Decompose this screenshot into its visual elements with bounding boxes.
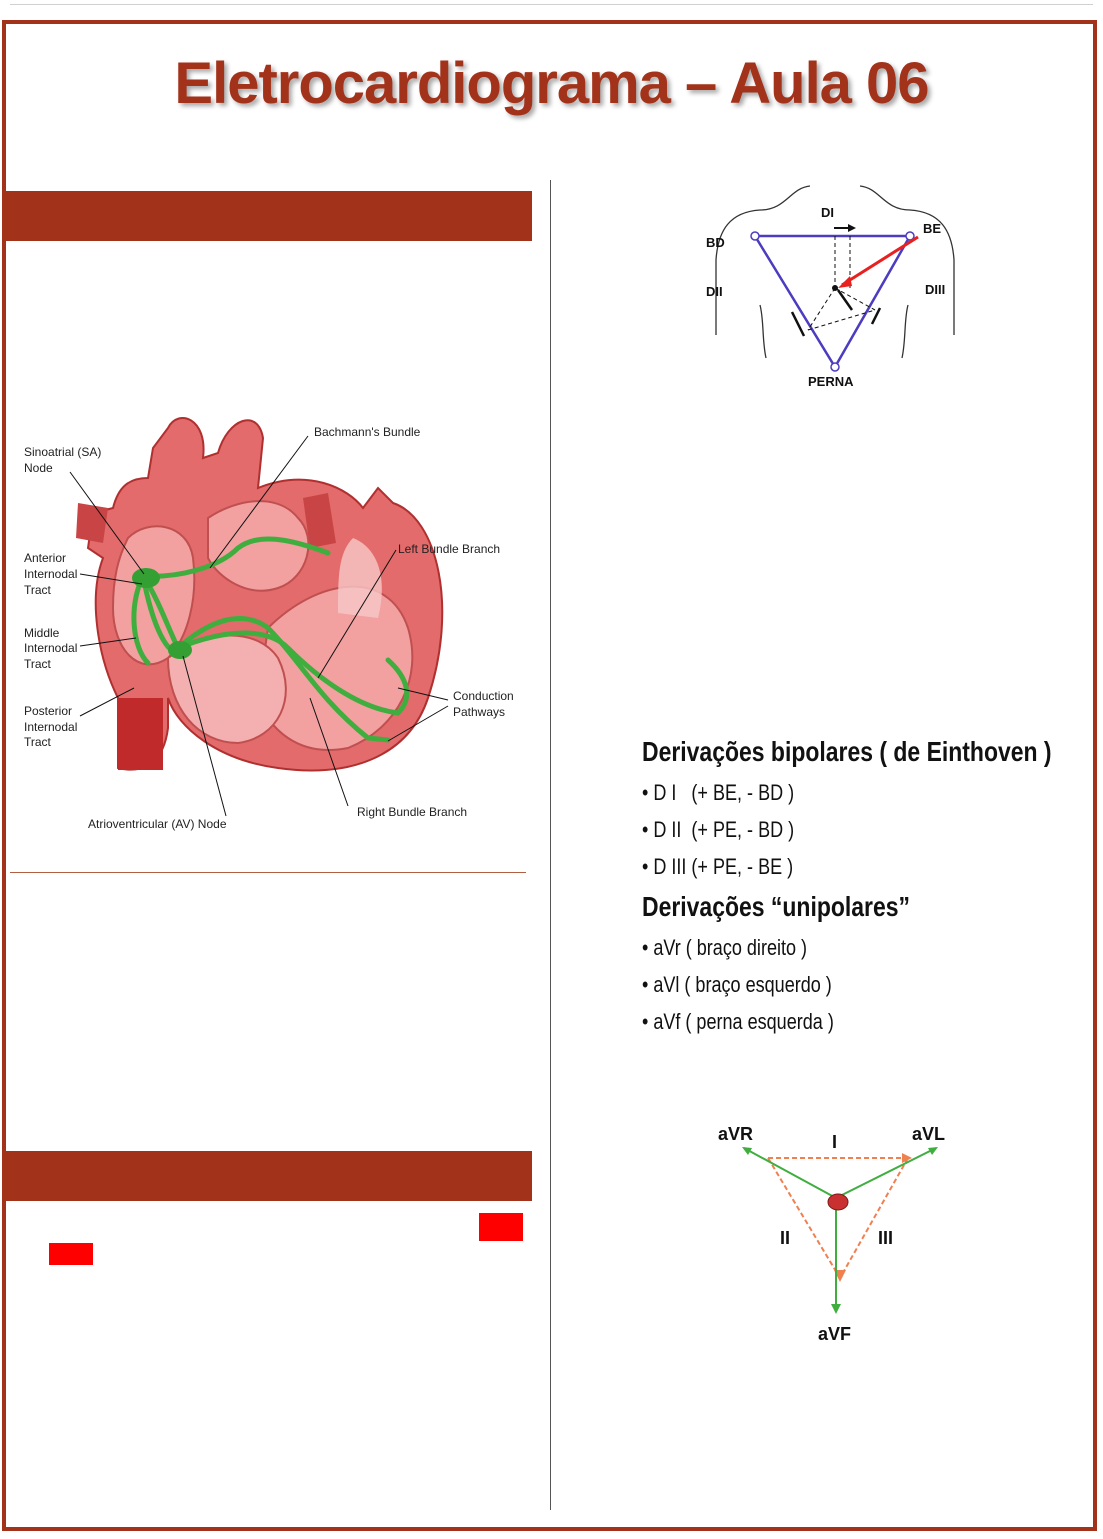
page-title: Eletrocardiograma – Aula 06 — [174, 51, 929, 116]
label-right-bundle: Right Bundle Branch — [357, 805, 468, 819]
top-rule — [10, 4, 1093, 5]
av-node — [168, 641, 192, 659]
heart-conduction-diagram — [18, 398, 538, 843]
avf-arrowhead — [831, 1304, 841, 1314]
bipolar-heading: Derivações bipolares ( de Einthoven ) — [642, 736, 1052, 767]
label-left-bundle: Left Bundle Branch — [398, 542, 501, 556]
label-di: DI — [821, 205, 834, 220]
section-header-bar-2 — [6, 1151, 532, 1201]
label-middle-1: Middle — [24, 626, 60, 640]
label-diii: DIII — [925, 282, 946, 297]
einthoven-triangle-diagram — [690, 180, 970, 395]
bipolar-item: • D II (+ PE, - BD ) — [642, 817, 795, 842]
vector-origin — [832, 285, 838, 291]
label-middle-3: Tract — [24, 657, 51, 671]
label-posterior-3: Tract — [24, 735, 51, 749]
label-anterior-2: Internodal — [24, 567, 78, 581]
leads-list — [642, 730, 1082, 1040]
label-conduction-2: Pathways — [453, 705, 506, 719]
label-anterior-1: Anterior — [24, 551, 67, 565]
label-ii: II — [780, 1228, 791, 1248]
projection-arrow-diii — [872, 308, 880, 324]
column-divider — [550, 180, 551, 1510]
label-middle-2: Internodal — [24, 641, 78, 655]
orange-lead-triangle — [768, 1158, 908, 1278]
cardiac-vector-arrow — [842, 237, 918, 285]
sa-node — [132, 568, 160, 588]
label-bachmann: Bachmann's Bundle — [314, 425, 421, 439]
heart-illustration — [76, 418, 442, 770]
projection-arrow-center — [838, 290, 852, 310]
label-sa-node-1: Sinoatrial (SA) — [24, 445, 102, 459]
cardiac-vector-arrowhead — [838, 276, 852, 288]
label-anterior-3: Tract — [24, 583, 51, 597]
label-posterior-2: Internodal — [24, 720, 78, 734]
bipolar-item: • D I (+ BE, - BD ) — [642, 780, 795, 805]
label-dii: DII — [706, 284, 723, 299]
electrode-perna — [831, 363, 839, 371]
label-av-node: Atrioventricular (AV) Node — [88, 817, 227, 831]
label-avf: aVF — [818, 1324, 852, 1344]
unipolar-item: • aVf ( perna esquerda ) — [642, 1009, 834, 1034]
left-column-rule — [10, 872, 526, 873]
augmented-leads-diagram — [700, 1118, 980, 1348]
label-i: I — [832, 1132, 838, 1152]
label-avl: aVL — [912, 1124, 946, 1144]
label-perna: PERNA — [808, 374, 854, 389]
label-be: BE — [923, 221, 942, 236]
electrode-bd — [751, 232, 759, 240]
red-highlight-mark-1 — [479, 1213, 523, 1241]
label-bd: BD — [706, 235, 725, 250]
label-posterior-1: Posterior — [24, 704, 73, 718]
di-arrowhead — [848, 224, 856, 232]
label-iii: III — [878, 1228, 894, 1248]
label-avr: aVR — [718, 1124, 754, 1144]
green-axis-lines — [744, 1148, 936, 1310]
unipolar-item: • aVl ( braço esquerdo ) — [642, 972, 832, 997]
heart-icon — [828, 1194, 848, 1210]
section-header-bar-1 — [6, 191, 532, 241]
label-sa-node-2: Node — [24, 461, 53, 475]
label-conduction-1: Conduction — [453, 689, 514, 703]
unipolar-heading: Derivações “unipolares” — [642, 891, 910, 922]
bipolar-item: • D III (+ PE, - BE ) — [642, 854, 794, 879]
unipolar-item: • aVr ( braço direito ) — [642, 935, 808, 960]
red-highlight-mark-2 — [49, 1243, 93, 1265]
